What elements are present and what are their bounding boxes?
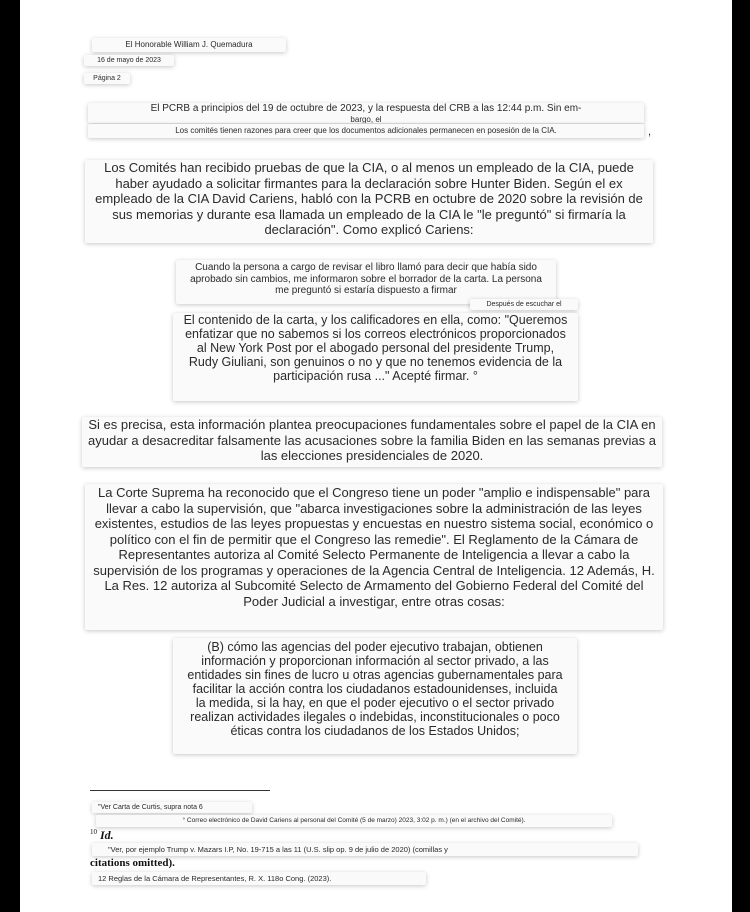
footnote-11: "Ver, por ejemplo Trump v. Mazars I.P, No. 19-715 a las 11 (U.S. slip op. 9 de julio de 2020) (comillas y xyxy=(92,843,638,856)
footnote-10 xyxy=(90,828,114,843)
document-page xyxy=(20,0,732,912)
intro-line-1: El PCRB a principios del 19 de octubre de 2023, y la respuesta del CRB a las 12:44 p.m. Sin em- xyxy=(150,103,582,114)
footnote-12: 12 Reglas de la Cámara de Representantes, R. X. 118o Cong. (2023). xyxy=(92,872,426,885)
addressee: El Honorable William J. Quemadura xyxy=(92,38,286,52)
quote-overlay-label: Después de escuchar el xyxy=(470,299,578,310)
footnote-7: "Ver Carta de Curtis, supra nota 6 xyxy=(92,802,252,813)
intro-line-2: Los comités tienen razones para creer que los documentos adicionales permanecen en posesión de la CIA. xyxy=(88,124,644,138)
footnote-10-text: Id. xyxy=(100,828,114,842)
paragraph-cia-evidence: Los Comités han recibido pruebas de que la CIA, o al menos un empleado de la CIA, puede haber ayudado a solicitar firmantes para la declaración sobre Hunter Biden. Según el ex empleado de la CIA David Cariens, habló con la PCRB en octubre de 2020 sobre la revisión de sus memorias y durante esa llamada un empleado de la CIA le "le preguntó" si firmaría la declaración". Como explicó Cariens: xyxy=(85,160,653,243)
intro-line-1-cont: bargo, el xyxy=(350,115,382,123)
paragraph-supreme-court: La Corte Suprema ha reconocido que el Congreso tiene un poder "amplio e indispensable" para llevar a cabo la supervisión, que "abarca investigaciones sobre la administración de las leyes existentes, estudios de las leyes propuestas y encuestas en nuestro sistema social, económico o político con el fin de permitir que el Congreso las remedie". El Reglamento de la Cámara de Representantes autoriza al Comité Selecto Permanente de Inteligencia a llevar a cabo la supervisión de los programas y operaciones de la Agencia Central de Inteligencia. 12 Además, H. La Res. 12 autoriza al Subcomité Selecto de Armamento del Gobierno Federal del Comité del Poder Judicial a investigar, entre otras cosas: xyxy=(85,484,663,630)
intro-comma: , xyxy=(648,126,652,138)
footnote-11-cont: citations omitted). xyxy=(90,857,175,869)
footnote-10-number: 10 xyxy=(90,828,97,836)
intro-line xyxy=(88,103,644,123)
quote-cariens-part1: Cuando la persona a cargo de revisar el libro llamó para decir que había sido aprobado sin cambios, me informaron sobre el borrador de la carta. La persona me preguntó si estaría dispuesto a firmar xyxy=(176,260,556,304)
page-number: Página 2 xyxy=(84,73,130,84)
quote-cariens-part2: El contenido de la carta, y los calificadores en ella, como: "Queremos enfatizar que no sabemos si los correos electrónicos proporcionados al New York Post por el abogado personal del presidente Trump, Rudy Giuliani, son genuinos o no y que no tenemos evidencia de la participación rusa ..." Acepté firmar. ° xyxy=(173,313,578,401)
footnote-8: ° Correo electrónico de David Cariens al personal del Comité (5 de marzo) 2023, 3:02 p. m.) (en el archivo del Comité). xyxy=(96,815,612,827)
paragraph-concerns: Si es precisa, esta información plantea preocupaciones fundamentales sobre el papel de la CIA en ayudar a desacreditar falsamente las acusaciones sobre la familia Biden en las semanas previas a las elecciones presidenciales de 2020. xyxy=(82,417,662,467)
quote-resolution-b: (B) cómo las agencias del poder ejecutivo trabajan, obtienen información y proporcionan información al sector privado, a las entidades sin fines de lucro u otras agencias gubernamentales para facilitar la acción contra los ciudadanos estadounidenses, incluida la medida, si la hay, en que el poder ejecutivo o el sector privado realizan actividades ilegales o indebidas, inconstitucionales o poco éticas contra los ciudadanos de los Estados Unidos; xyxy=(173,638,577,754)
footnote-divider xyxy=(90,790,270,791)
letter-date: 16 de mayo de 2023 xyxy=(84,55,174,66)
